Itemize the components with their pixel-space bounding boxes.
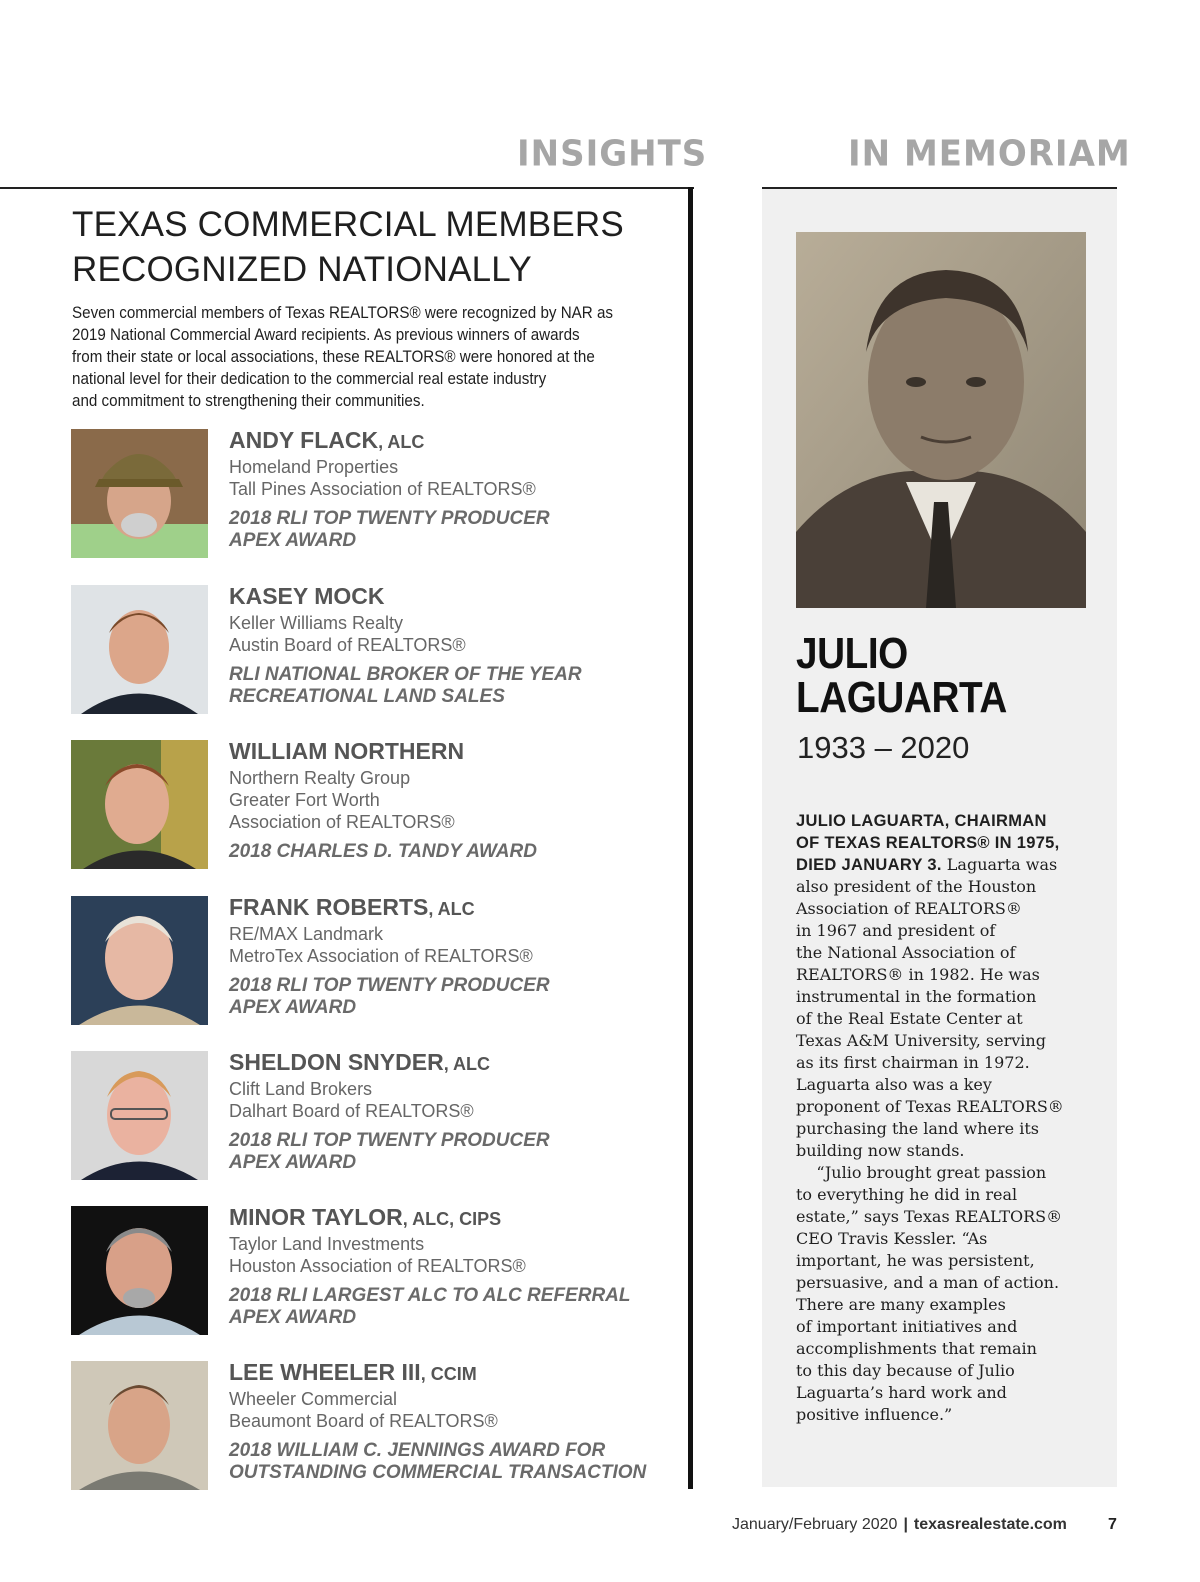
award-line: 2018 RLI TOP TWENTY PRODUCER: [229, 975, 550, 996]
memoriam-name-line: JULIO: [796, 629, 908, 678]
member-name: KASEY MOCK: [229, 583, 385, 609]
member-photo: [71, 1051, 208, 1180]
memoriam-body: [796, 810, 1096, 1426]
top-rule-left: [0, 187, 694, 189]
member-company: Homeland Properties: [229, 457, 399, 477]
member-credentials: , ALC: [378, 432, 425, 452]
award-line: 2018 RLI LARGEST ALC TO ALC REFERRAL: [229, 1285, 631, 1306]
member-sheldon-snyder: [71, 1051, 671, 1181]
memoriam-body-line: also president of the Houston: [796, 877, 1037, 896]
member-info: [229, 1203, 669, 1329]
member-association: Association of REALTORS®: [229, 812, 455, 832]
memoriam-body-line: persuasive, and a man of action.: [796, 1273, 1060, 1292]
intro-line: Seven commercial members of Texas REALTORS® were recognized by NAR as: [72, 304, 614, 322]
member-name: LEE WHEELER III: [229, 1359, 421, 1385]
member-info: [229, 1358, 669, 1484]
page-footer: [732, 1516, 1067, 1534]
member-credentials: , ALC: [428, 899, 475, 919]
member-info: [229, 1048, 669, 1174]
award-line: RECREATIONAL LAND SALES: [229, 686, 505, 707]
member-company: Keller Williams Realty: [229, 613, 404, 633]
headline-line: TEXAS COMMERCIAL MEMBERS: [72, 205, 624, 244]
memoriam-lead-line: JULIO LAGUARTA, CHAIRMAN: [796, 812, 1047, 830]
member-company: Clift Land Brokers: [229, 1079, 373, 1099]
member-photo: [71, 1361, 208, 1490]
member-frank-roberts: [71, 896, 671, 1026]
memoriam-body-line: Laguarta also was a key: [796, 1075, 992, 1094]
award-line: 2018 RLI TOP TWENTY PRODUCER: [229, 508, 550, 529]
member-credentials: , CCIM: [420, 1364, 477, 1384]
memoriam-body-line: of important initiatives and: [796, 1317, 1018, 1336]
member-photo: [71, 1206, 208, 1335]
member-award: [229, 508, 669, 552]
memoriam-body-line: to this day because of Julio: [796, 1361, 1015, 1380]
memoriam-body-line: “Julio brought great passion: [796, 1163, 1047, 1182]
memoriam-body-line: Association of REALTORS®: [796, 899, 1022, 918]
memoriam-lead-line: OF TEXAS REALTORS® IN 1975,: [796, 834, 1060, 852]
member-credentials: , ALC, CIPS: [402, 1209, 502, 1229]
memoriam-body-line: important, he was persistent,: [796, 1251, 1035, 1270]
member-minor-taylor: [71, 1206, 671, 1336]
award-line: 2018 WILLIAM C. JENNINGS AWARD FOR: [229, 1440, 606, 1461]
memoriam-body-line: of the Real Estate Center at: [796, 1009, 1023, 1028]
footer-site-link[interactable]: texasrealestate.com: [913, 1516, 1067, 1533]
award-line: APEX AWARD: [229, 1152, 357, 1173]
member-info: [229, 737, 669, 863]
intro-line: and commitment to strengthening their communities.: [72, 392, 425, 410]
member-info: [229, 426, 669, 552]
intro-line: 2019 National Commercial Award recipients. As previous winners of awards: [72, 326, 580, 344]
memoriam-body-line: CEO Travis Kessler. “As: [796, 1229, 988, 1248]
member-name: MINOR TAYLOR: [229, 1204, 403, 1230]
member-association: MetroTex Association of REALTORS®: [229, 946, 533, 966]
member-award: [229, 1130, 669, 1174]
member-name: SHELDON SNYDER: [229, 1049, 444, 1075]
member-photo: [71, 429, 208, 558]
member-company: Northern Realty Group: [229, 768, 411, 788]
award-line: APEX AWARD: [229, 997, 357, 1018]
memoriam-body-line: instrumental in the formation: [796, 987, 1037, 1006]
memoriam-dates: 1933 – 2020: [797, 730, 970, 765]
member-association: Greater Fort Worth: [229, 790, 380, 810]
footer-separator: |: [903, 1516, 908, 1533]
memoriam-name-line: LAGUARTA: [796, 673, 1007, 722]
member-name: WILLIAM NORTHERN: [229, 738, 465, 764]
member-credentials: , ALC: [443, 1054, 491, 1074]
award-line: OUTSTANDING COMMERCIAL TRANSACTION: [229, 1462, 647, 1483]
memoriam-body-line: Laguarta’s hard work and: [796, 1383, 1007, 1402]
member-award: [229, 664, 669, 708]
memoriam-body-line: accomplishments that remain: [796, 1339, 1037, 1358]
member-award: [229, 975, 669, 1019]
column-divider: [688, 187, 693, 1489]
page-number: 7: [1108, 1516, 1117, 1533]
memoriam-body-line: Texas A&M University, serving: [796, 1031, 1046, 1050]
member-award: [229, 1440, 669, 1484]
memoriam-body-line: building now stands.: [796, 1141, 965, 1160]
memoriam-body-line: purchasing the land where its: [796, 1119, 1039, 1138]
award-line: 2018 RLI TOP TWENTY PRODUCER: [229, 1130, 550, 1151]
memoriam-body-line: REALTORS® in 1982. He was: [796, 965, 1040, 984]
member-award: [229, 1285, 669, 1329]
memoriam-portrait: [796, 232, 1086, 608]
memoriam-lead-line: DIED JANUARY 3.: [796, 856, 942, 874]
intro-line: national level for their dedication to the commercial real estate industry: [72, 370, 547, 388]
member-association: Beaumont Board of REALTORS®: [229, 1411, 498, 1431]
member-william-northern: [71, 740, 671, 870]
member-association: Houston Association of REALTORS®: [229, 1256, 526, 1276]
memoriam-body-line: to everything he did in real: [796, 1185, 1018, 1204]
member-kasey-mock: [71, 585, 671, 715]
article-intro: [72, 302, 672, 412]
award-line: APEX AWARD: [229, 1307, 357, 1328]
member-name: ANDY FLACK: [229, 427, 379, 453]
member-award: [229, 841, 669, 863]
memoriam-lead-tail: Laguarta was: [941, 855, 1058, 874]
member-photo: [71, 585, 208, 714]
member-lee-wheeler: [71, 1361, 671, 1491]
memoriam-body-line: proponent of Texas REALTORS®: [796, 1097, 1064, 1116]
award-line: APEX AWARD: [229, 530, 357, 551]
member-company: Wheeler Commercial: [229, 1389, 398, 1409]
memoriam-body-line: There are many examples: [796, 1295, 1006, 1314]
article-headline: [72, 202, 672, 292]
section-tag-memoriam: IN MEMORIAM: [848, 133, 1131, 175]
intro-line: from their state or local associations, these REALTORS® were honored at the: [72, 348, 595, 366]
memoriam-name: [796, 629, 1036, 722]
award-line: 2018 CHARLES D. TANDY AWARD: [229, 841, 537, 862]
member-name: FRANK ROBERTS: [229, 894, 429, 920]
memoriam-body-line: the National Association of: [796, 943, 1016, 962]
member-info: [229, 582, 669, 708]
member-association: Austin Board of REALTORS®: [229, 635, 466, 655]
member-company: Taylor Land Investments: [229, 1234, 425, 1254]
memoriam-body-line: positive influence.”: [796, 1405, 953, 1424]
member-photo: [71, 740, 208, 869]
member-association: Dalhart Board of REALTORS®: [229, 1101, 474, 1121]
section-tag-insights: INSIGHTS: [517, 133, 708, 175]
memoriam-body-line: estate,” says Texas REALTORS®: [796, 1207, 1063, 1226]
award-line: RLI NATIONAL BROKER OF THE YEAR: [229, 664, 582, 685]
member-photo: [71, 896, 208, 1025]
memoriam-body-line: in 1967 and president of: [796, 921, 996, 940]
footer-issue: January/February 2020: [732, 1516, 898, 1533]
member-info: [229, 893, 669, 1019]
member-company: RE/MAX Landmark: [229, 924, 384, 944]
headline-line: RECOGNIZED NATIONALLY: [72, 250, 532, 289]
member-andy-flack: [71, 429, 671, 559]
memoriam-body-line: as its first chairman in 1972.: [796, 1053, 1030, 1072]
member-association: Tall Pines Association of REALTORS®: [229, 479, 536, 499]
